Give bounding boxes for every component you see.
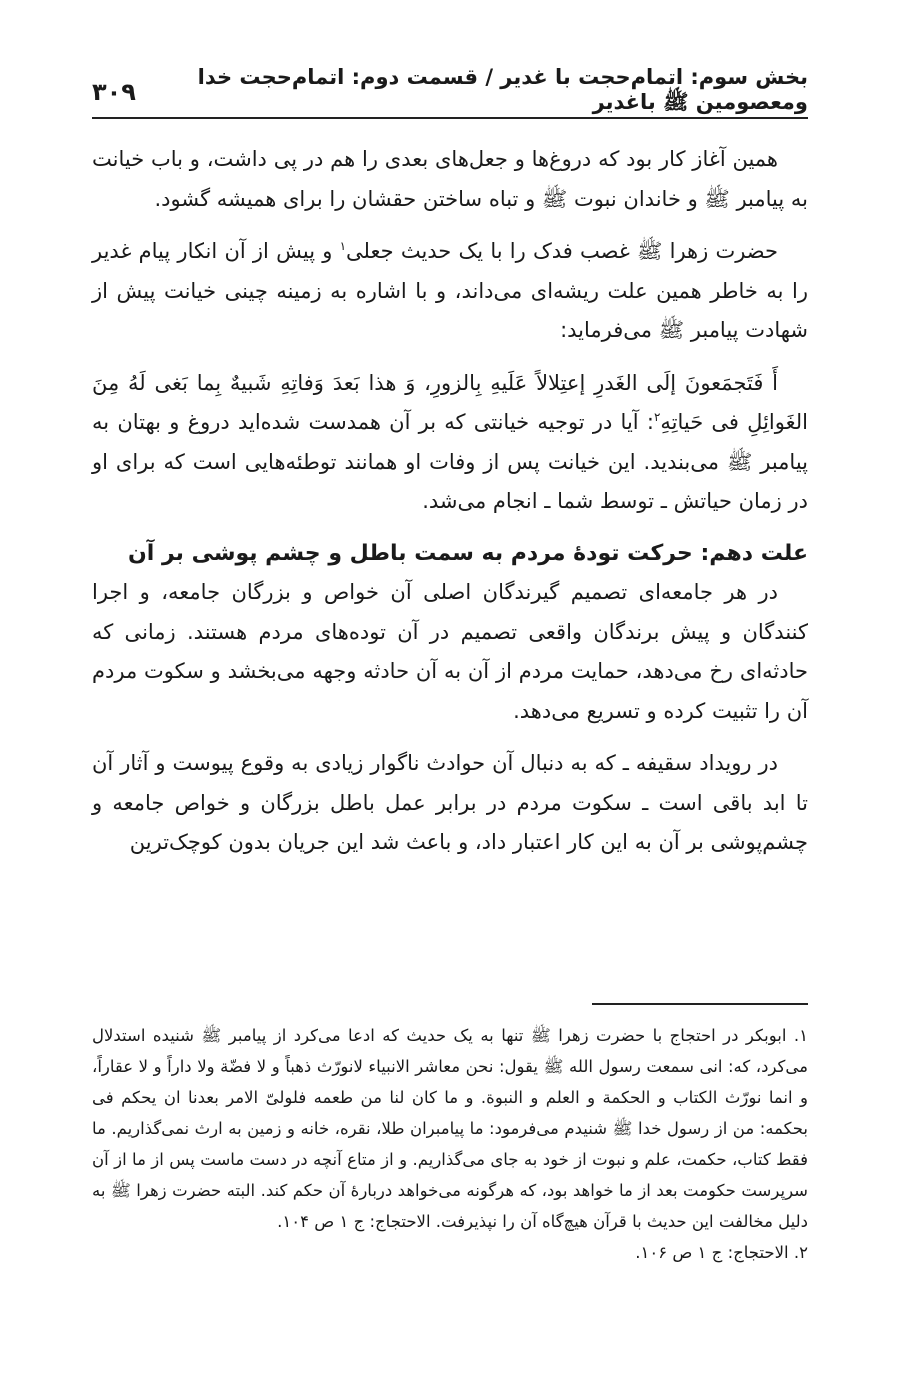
footnote-ref-1: ۱ — [339, 239, 347, 253]
body-text — [92, 140, 808, 863]
footnote-rule — [592, 1003, 808, 1005]
header-rule — [92, 117, 808, 119]
paragraph-3: أَ فَتَجمَعونَ إلَى الغَدرِ إعتِلالاً عَلَیهِ بِالزورِ، وَ هذا بَعدَ وَفاتِهِ شَبیهٌ بِما بَغی لَهُ مِنَ الغَوائِلِ فی حَیاتِهِ$^۲$: آیا در توجیه خیانتی که بر آن همدست شده‌اید دروغ و بهتان به پیامبر ﷺ می‌بندید. این خیانت پس از وفات او همانند توطئه‌هایی است که برای او در زمان حیاتش ـ توسط شما ـ انجام می‌شد. — [92, 370, 808, 513]
footnote-2: ۲. الاحتجاج: ج ۱ ص ۱۰۶. — [635, 1243, 808, 1262]
paragraph-2-start: حضرت زهرا ﷺ غصب فدک را با یک حدیث جعلی — [346, 239, 778, 263]
section-heading: علت دهم: حرکت تودهٔ مردم به سمت باطل و چشم پوشی بر آن — [127, 540, 808, 566]
running-title: بخش سوم: اتمام‌حجت با غدیر / قسمت دوم: اتمام‌حجت خدا ومعصومین ﷺ باغدیر — [197, 64, 808, 114]
footnote-1: ۱. ابوبکر در احتجاج با حضرت زهرا ﷺ تنها به یک حدیث که ادعا می‌کرد از پیامبر ﷺ شنیده استدلال می‌کرد، که: انی سمعت رسول الله ﷺ یقول: نحن معاشر الانبیاء لانورّث ذهباً و لا فضّة ولا داراً و لا عقاراً، و انما نورّث الکتاب و الحکمة و العلم و النبوة. و ما کان لنا من طعمه فلولیّ الامر بعدنا ان یحکم فی بحکمه: من از رسول خدا ﷺ شنیدم می‌فرمود: ما پیامبران طلا، نقره، خانه و زمین به ارث نمی‌گذاریم. ما فقط کتاب، حکمت، علم و نبوت از خود به جای می‌گذاریم. و از متاع آنچه در دست ماست پس از ما از آن سرپرست حکومت بعد از ما خواهد بود، که هرگونه می‌خواهد دربارهٔ آن حکم کند. البته حضرت زهرا ﷺ به دلیل مخالفت این حدیث با قرآن هیچ‌گاه آن را نپذیرفت. الاحتجاج: ج ۱ ص ۱۰۴. — [92, 1026, 808, 1231]
arabic-quote: أَ فَتَجمَعونَ إلَى الغَدرِ إعتِلالاً عَلَیهِ بِالزورِ، وَ هذا بَعدَ وَفاتِهِ شَبیهٌ بِما بَغی لَهُ مِنَ الغَوائِلِ فی حَیاتِهِ — [92, 370, 808, 434]
footnote-ref-2: ۲ — [653, 410, 661, 424]
footnotes — [92, 1020, 808, 1268]
page-number: ۳۰۹ — [92, 78, 136, 106]
paragraph-2-end: و پیش از آن انکار پیام غدیر را به خاطر همین علت ریشه‌ای می‌داند، و با اشاره به زمینه چینی خیانت پیش از شهادت پیامبر ﷺ می‌فرماید: — [92, 239, 808, 342]
paragraph-1: همین آغاز کار بود که دروغ‌ها و جعل‌های بعدی را هم در پی داشت، و باب خیانت به پیامبر ﷺ و خاندان نبوت ﷺ و تباه ساختن حقشان را برای همیشه گشود. — [92, 147, 808, 211]
section-paragraph-2: در رویداد سقیفه ـ که به دنبال آن حوادث ناگوار زیادی به وقوع پیوست و آثار آن تا ابد باقی است ـ سکوت مردم در برابر عمل باطل بزرگان و خواص جامعه و چشم‌پوشی بر آن به این کار اعتبار داد، و باعث شد این جریان بدون کوچک‌ترین — [92, 751, 808, 854]
paragraph-2 — [92, 232, 808, 351]
running-header — [92, 64, 808, 114]
quote-translation: آیا در توجیه خیانتی که بر آن همدست شده‌اید دروغ و بهتان به پیامبر ﷺ می‌بندید. این خیانت پس از وفات او همانند توطئه‌هایی است که برای او در زمان حیاتش ـ توسط شما ـ انجام می‌شد. — [92, 410, 808, 513]
section-paragraph-1: در هر جامعه‌ای تصمیم گیرندگان اصلی آن خواص و بزرگان جامعه، و اجرا کنندگان و پیش برندگان واقعی تصمیم در آن توده‌های مردم هستند. زمانی که حادثه‌ای رخ می‌دهد، حمایت مردم از آن به آن حادثه وجهه می‌بخشد و سکوت مردم آن را تثبیت کرده و تسریع می‌دهد. — [92, 580, 808, 723]
